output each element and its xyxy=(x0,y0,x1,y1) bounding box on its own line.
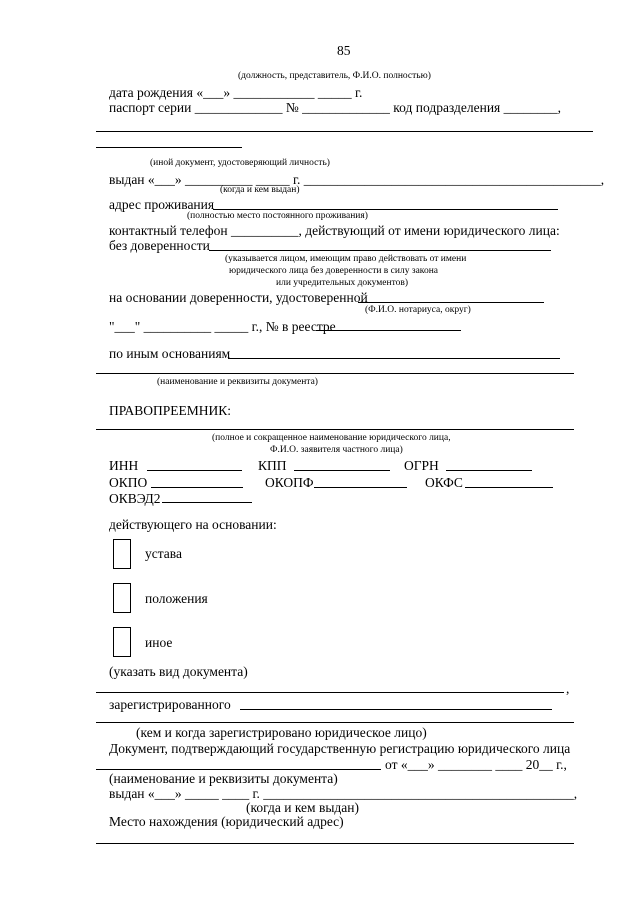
no-poa-caption-2: юридического лица без доверенности в силу закона xyxy=(229,266,438,276)
other-grounds-line-2[interactable] xyxy=(96,373,574,374)
regulation-checkbox[interactable] xyxy=(113,583,131,613)
other-checkbox[interactable] xyxy=(113,627,131,657)
okved2-line[interactable] xyxy=(162,502,252,503)
ogrn-label: ОГРН xyxy=(404,458,439,473)
passport-field[interactable]: паспорт серии _____________ № _____________ код подразделения ________, xyxy=(109,100,562,115)
charter-option-label: устава xyxy=(145,546,182,561)
no-poa-label: без доверенности xyxy=(109,238,210,253)
specify-document-line[interactable] xyxy=(96,692,564,693)
okfs-line[interactable] xyxy=(465,487,553,488)
notary-line[interactable] xyxy=(358,302,544,303)
location-label: Место нахождения (юридический адрес) xyxy=(109,814,344,829)
other-document-line[interactable] xyxy=(96,131,593,132)
registered-line-2[interactable] xyxy=(96,722,574,723)
okfs-label: ОКФС xyxy=(425,475,463,490)
okpo-label: ОКПО xyxy=(109,475,148,490)
registration-document-caption: (наименование и реквизиты документа) xyxy=(109,771,338,786)
other-grounds-label: по иным основаниям xyxy=(109,346,231,361)
registry-field[interactable]: "___" __________ _____ г., № в реестре xyxy=(109,319,336,334)
other-document-line-2[interactable] xyxy=(96,147,242,148)
page-number: 85 xyxy=(337,43,351,58)
poa-label: на основании доверенности, удостоверенной xyxy=(109,290,368,305)
successor-name-caption-1: (полное и сокращенное наименование юридического лица, xyxy=(212,433,451,443)
okopf-line[interactable] xyxy=(314,487,407,488)
other-document-caption: (иной документ, удостоверяющий личность) xyxy=(150,158,330,168)
kpp-line[interactable] xyxy=(294,470,390,471)
specify-document-label: (указать вид документа) xyxy=(109,664,248,679)
successor-name-line[interactable] xyxy=(96,429,574,430)
registered-line[interactable] xyxy=(240,709,552,710)
issued-field[interactable]: выдан «___» __________ _____ г. ____________________________________________, xyxy=(109,172,605,187)
okopf-label: ОКОПФ xyxy=(265,475,314,490)
registration-document-date[interactable]: от «___» ________ ____ 20__ г., xyxy=(385,757,567,772)
kpp-label: КПП xyxy=(258,458,287,473)
inn-label: ИНН xyxy=(109,458,139,473)
notary-caption: (Ф.И.О. нотариуса, округ) xyxy=(365,305,471,315)
okved2-label: ОКВЭД2 xyxy=(109,491,161,506)
registry-number-line[interactable] xyxy=(316,330,461,331)
registration-document-label: Документ, подтверждающий государственную регистрацию юридического лица xyxy=(109,741,571,756)
other-option-label: иное xyxy=(145,635,173,650)
no-poa-caption-1: (указывается лицом, имеющим право действовать от имени xyxy=(225,254,467,264)
address-line[interactable] xyxy=(213,209,558,210)
other-grounds-line[interactable] xyxy=(228,358,560,359)
address-label: адрес проживания xyxy=(109,197,215,212)
issued-caption: (когда и кем выдан) xyxy=(220,185,300,195)
no-poa-line[interactable] xyxy=(209,250,551,251)
registered-label: зарегистрированного xyxy=(109,697,231,712)
basis-label: действующего на основании: xyxy=(109,517,277,532)
location-line[interactable] xyxy=(96,843,574,844)
regulation-option-label: положения xyxy=(145,591,208,606)
registration-issued-field[interactable]: выдан «___» _____ ____ г. ______________________________________________, xyxy=(109,786,578,801)
phone-field[interactable]: контактный телефон __________, действующий от имени юридического лица: xyxy=(109,223,560,238)
registration-document-line[interactable] xyxy=(96,769,381,770)
specify-document-comma: , xyxy=(566,681,570,696)
address-caption: (полностью место постоянного проживания) xyxy=(187,211,368,221)
charter-checkbox[interactable] xyxy=(113,539,131,569)
registration-issued-caption: (когда и кем выдан) xyxy=(246,800,359,815)
position-caption: (должность, представитель, Ф.И.О. полностью) xyxy=(238,71,431,81)
document-caption: (наименование и реквизиты документа) xyxy=(157,377,318,387)
ogrn-line[interactable] xyxy=(446,470,532,471)
registered-caption: (кем и когда зарегистрировано юридическое лицо) xyxy=(136,725,427,740)
birth-date-field[interactable]: дата рождения «___» ____________ _____ г. xyxy=(109,85,363,100)
inn-line[interactable] xyxy=(147,470,242,471)
successor-name-caption-2: Ф.И.О. заявителя частного лица) xyxy=(270,445,403,455)
no-poa-caption-3: или учредительных документов) xyxy=(276,278,409,288)
successor-heading: ПРАВОПРЕЕМНИК: xyxy=(109,403,232,418)
okpo-line[interactable] xyxy=(151,487,243,488)
